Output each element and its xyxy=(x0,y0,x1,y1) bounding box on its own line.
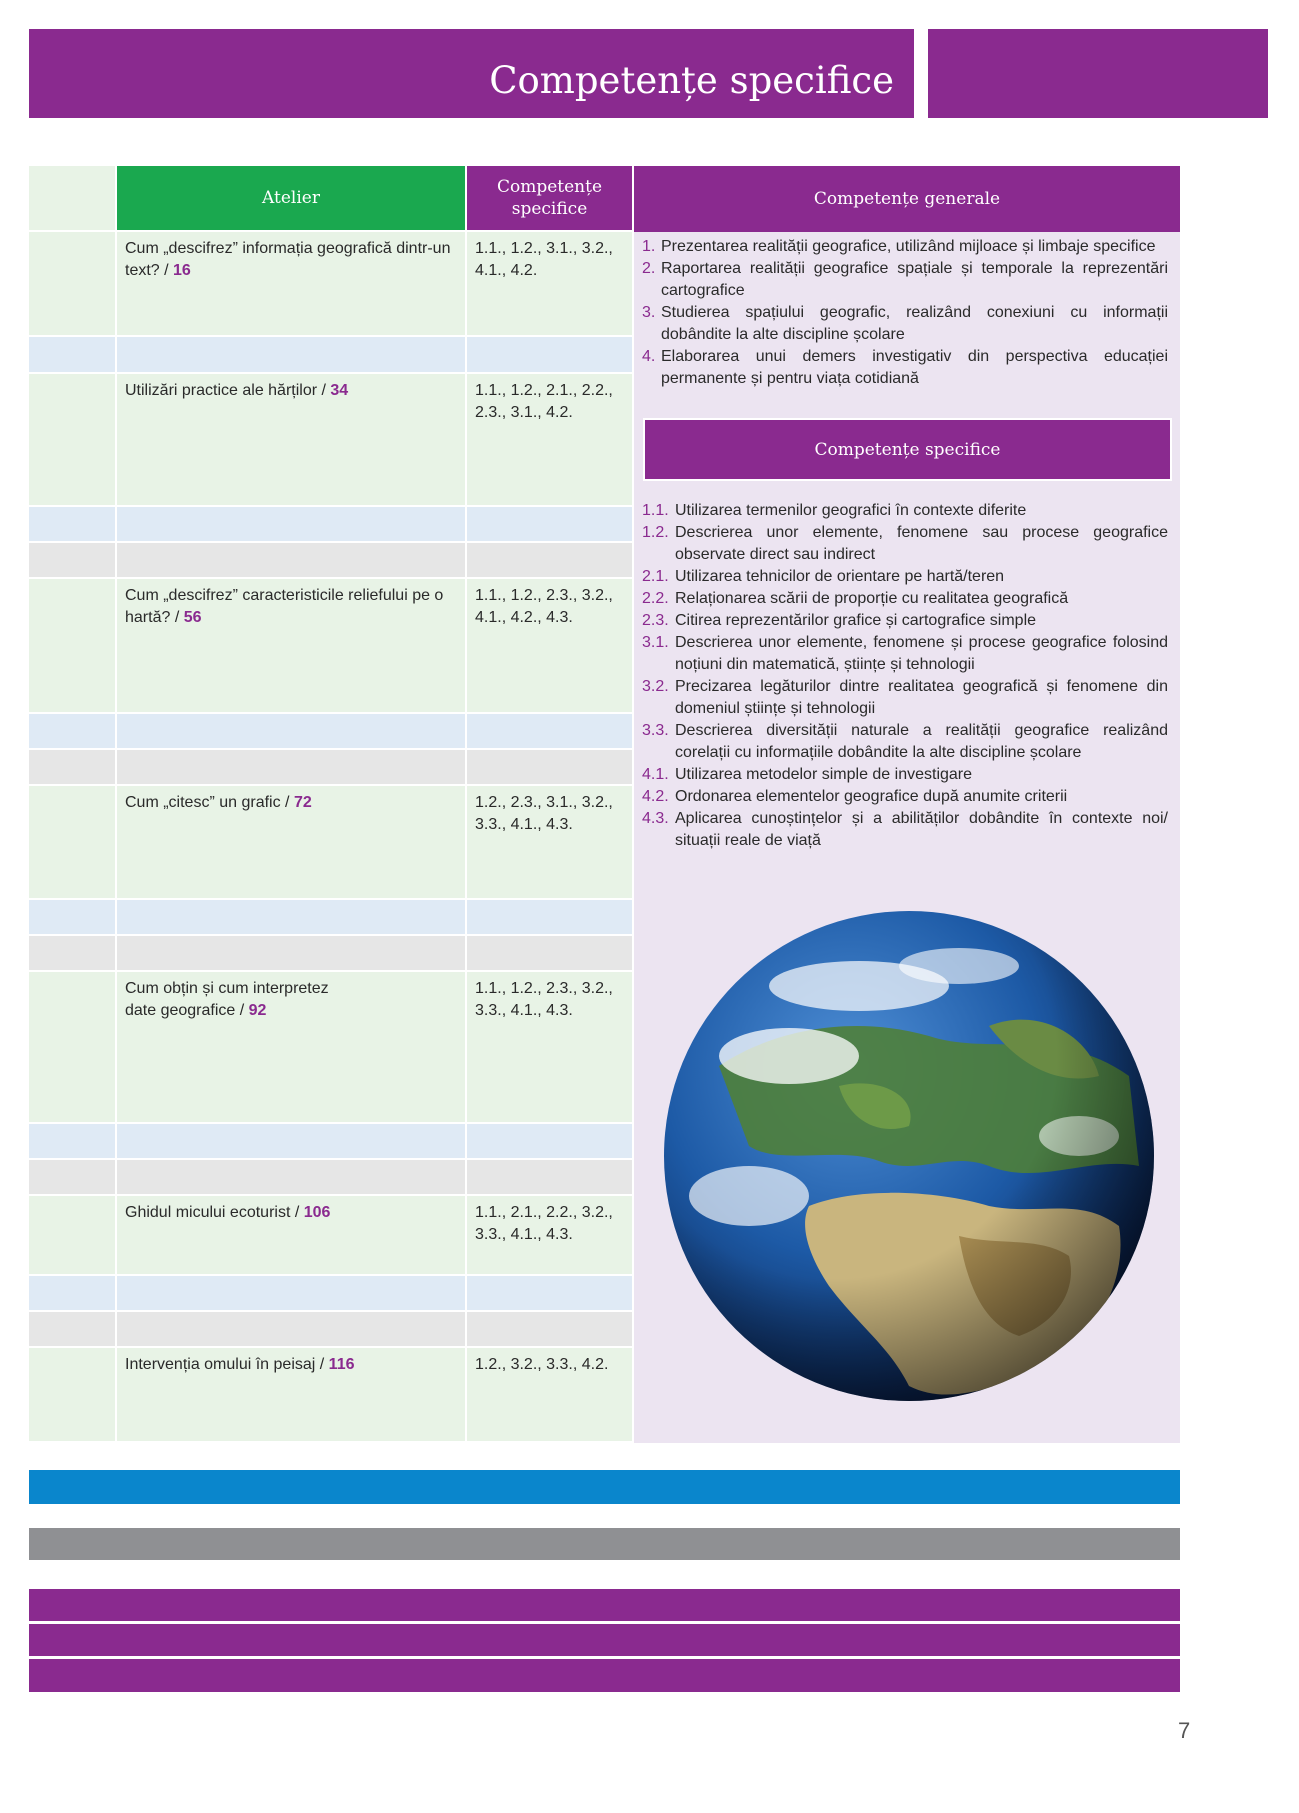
page-ref: 16 xyxy=(173,262,191,279)
generale-title: Competențe generale xyxy=(634,166,1180,232)
decor-bar-blue xyxy=(29,1470,1180,1504)
spacer-row xyxy=(117,1124,467,1160)
spacer-row xyxy=(467,507,634,543)
competente-cell: 1.1., 1.2., 2.1., 2.2., 2.3., 3.1., 4.2. xyxy=(467,374,634,507)
atelier-title: Utilizări practice ale hărților / xyxy=(125,382,331,399)
spacer-row xyxy=(117,714,467,750)
list-item xyxy=(642,720,1168,764)
list-item xyxy=(642,236,1168,258)
page-ref: 116 xyxy=(328,1356,355,1373)
item-number: 2.3. xyxy=(642,612,669,629)
spacer-row xyxy=(29,936,117,972)
header-bar xyxy=(29,29,914,118)
atelier-title: Cum „descifrez” caracteristicile reliefului pe o hartă? / xyxy=(125,587,444,626)
item-number: 2. xyxy=(642,260,656,277)
header-competente: Competențe specifice xyxy=(467,166,634,232)
spacer-row xyxy=(29,1160,117,1196)
row-margin xyxy=(29,786,117,900)
competente-cell: 1.2., 2.3., 3.1., 3.2., 3.3., 4.1., 4.3. xyxy=(467,786,634,900)
item-text: Raportarea realității geografice spațiale și temporale la reprezentări cartografice xyxy=(661,260,1168,299)
spacer-row xyxy=(467,1276,634,1312)
row-margin xyxy=(29,579,117,714)
item-number: 4. xyxy=(642,348,656,365)
list-item xyxy=(642,632,1168,676)
list-item xyxy=(642,764,1168,786)
page-ref: 56 xyxy=(183,609,202,626)
spacer-row xyxy=(117,1276,467,1312)
earth-globe-image xyxy=(659,906,1159,1406)
item-text: Prezentarea realității geografice, utilizând mijloace și limbaje specifice xyxy=(661,238,1156,255)
table-corner xyxy=(29,166,117,232)
table-row xyxy=(117,1196,467,1276)
decor-bar-purple xyxy=(29,1624,1180,1656)
spacer-row xyxy=(117,1160,467,1196)
item-text: Utilizarea termenilor geografici în contexte diferite xyxy=(675,502,1027,519)
spacer-row xyxy=(29,1124,117,1160)
specifice-title: Competențe specifice xyxy=(643,418,1172,481)
item-text: Descrierea unor elemente, fenomene sau procese geografice observate direct sau indirect xyxy=(675,524,1168,563)
table-row xyxy=(117,232,467,337)
table-row xyxy=(117,579,467,714)
list-item xyxy=(642,302,1168,346)
page-ref: 72 xyxy=(293,794,312,811)
list-item xyxy=(642,346,1168,390)
item-text: Elaborarea unui demers investigativ din perspectiva educației permanente și pentru viața cotidiană xyxy=(661,348,1168,387)
item-number: 1. xyxy=(642,238,656,255)
spacer-row xyxy=(467,936,634,972)
item-text: Utilizarea tehnicilor de orientare pe hartă/teren xyxy=(675,568,1005,585)
page-ref: 92 xyxy=(248,1002,267,1019)
row-margin xyxy=(29,232,117,337)
competente-cell: 1.1., 2.1., 2.2., 3.2., 3.3., 4.1., 4.3. xyxy=(467,1196,634,1276)
list-item xyxy=(642,566,1168,588)
atelier-title: Cum „descifrez” informația geografică dintr-un text? / xyxy=(125,240,451,279)
spacer-row xyxy=(29,337,117,374)
spacer-row xyxy=(29,507,117,543)
spacer-row xyxy=(467,337,634,374)
item-number: 4.3. xyxy=(642,810,669,827)
decor-bar-gray xyxy=(29,1528,1180,1560)
row-margin xyxy=(29,374,117,507)
spacer-row xyxy=(117,1312,467,1348)
item-text: Citirea reprezentărilor grafice și cartografice simple xyxy=(675,612,1037,629)
atelier-title: Cum „citesc” un grafic / xyxy=(125,794,294,811)
spacer-row xyxy=(467,1124,634,1160)
item-number: 1.2. xyxy=(642,524,669,541)
spacer-row xyxy=(467,714,634,750)
specifice-list xyxy=(642,500,1168,852)
list-item xyxy=(642,610,1168,632)
decor-bar-purple xyxy=(29,1659,1180,1692)
spacer-row xyxy=(117,936,467,972)
atelier-title: Ghidul micului ecoturist / xyxy=(125,1204,304,1221)
atelier-title: Cum obțin și cum interpretez date geografice / xyxy=(125,980,329,1019)
spacer-row xyxy=(117,900,467,936)
item-text: Descrierea diversității naturale a realității geografice realizând corelații cu informațiile dobândite la alte discipline școlare xyxy=(675,722,1168,761)
spacer-row xyxy=(467,900,634,936)
competente-cell: 1.1., 1.2., 2.3., 3.2., 3.3., 4.1., 4.3. xyxy=(467,972,634,1124)
spacer-row xyxy=(117,750,467,786)
page-number: 7 xyxy=(1178,1718,1191,1743)
spacer-row xyxy=(29,1276,117,1312)
item-text: Aplicarea cunoștințelor și a abilităților dobândite în contexte noi/ situații reale de viață xyxy=(675,810,1168,849)
item-text: Studierea spațiului geografic, realizând conexiuni cu informații dobândite la alte discipline școlare xyxy=(661,304,1168,343)
competente-cell: 1.1., 1.2., 3.1., 3.2., 4.1., 4.2. xyxy=(467,232,634,337)
header-bar-right xyxy=(928,29,1268,118)
list-item xyxy=(642,500,1168,522)
generale-list xyxy=(642,236,1168,390)
spacer-row xyxy=(117,337,467,374)
list-item xyxy=(642,588,1168,610)
spacer-row xyxy=(467,750,634,786)
list-item xyxy=(642,808,1168,852)
page-ref: 106 xyxy=(303,1204,331,1221)
item-text: Utilizarea metodelor simple de investigare xyxy=(675,766,973,783)
spacer-row xyxy=(29,750,117,786)
item-number: 3.3. xyxy=(642,722,669,739)
competente-cell: 1.2., 3.2., 3.3., 4.2. xyxy=(467,1348,634,1443)
list-item xyxy=(642,258,1168,302)
item-number: 4.1. xyxy=(642,766,669,783)
spacer-row xyxy=(467,543,634,579)
item-number: 3.1. xyxy=(642,634,669,651)
row-margin xyxy=(29,1196,117,1276)
item-number: 3.2. xyxy=(642,678,669,695)
spacer-row xyxy=(29,900,117,936)
spacer-row xyxy=(117,543,467,579)
row-margin xyxy=(29,972,117,1124)
list-item xyxy=(642,786,1168,808)
page-title: Competențe specifice xyxy=(489,59,894,102)
item-text: Precizarea legăturilor dintre realitatea geografică și fenomene din domeniul științe și tehnologii xyxy=(675,678,1168,717)
workshop-table xyxy=(29,166,632,1443)
spacer-row xyxy=(467,1312,634,1348)
header-atelier: Atelier xyxy=(117,166,467,232)
spacer-row xyxy=(29,543,117,579)
spacer-row xyxy=(29,1312,117,1348)
page-ref: 34 xyxy=(330,382,349,399)
item-number: 4.2. xyxy=(642,788,669,805)
spacer-row xyxy=(467,1160,634,1196)
item-text: Ordonarea elementelor geografice după anumite criterii xyxy=(675,788,1068,805)
table-row xyxy=(117,1348,467,1443)
atelier-title: Intervenția omului în peisaj / xyxy=(125,1356,329,1373)
list-item xyxy=(642,676,1168,720)
spacer-row xyxy=(117,507,467,543)
competente-cell: 1.1., 1.2., 2.3., 3.2., 4.1., 4.2., 4.3. xyxy=(467,579,634,714)
item-number: 1.1. xyxy=(642,502,669,519)
table-row xyxy=(117,972,467,1124)
spacer-row xyxy=(29,714,117,750)
item-text: Relaționarea scării de proporție cu realitatea geografică xyxy=(675,590,1069,607)
decor-bar-purple xyxy=(29,1589,1180,1621)
table-row xyxy=(117,374,467,507)
item-number: 2.1. xyxy=(642,568,669,585)
item-text: Descrierea unor elemente, fenomene și procese geografice folosind noțiuni din matematică, științe și tehnologii xyxy=(675,634,1168,673)
competente-panel xyxy=(634,166,1180,1443)
table-row xyxy=(117,786,467,900)
list-item xyxy=(642,522,1168,566)
item-number: 3. xyxy=(642,304,656,321)
row-margin xyxy=(29,1348,117,1443)
item-number: 2.2. xyxy=(642,590,669,607)
